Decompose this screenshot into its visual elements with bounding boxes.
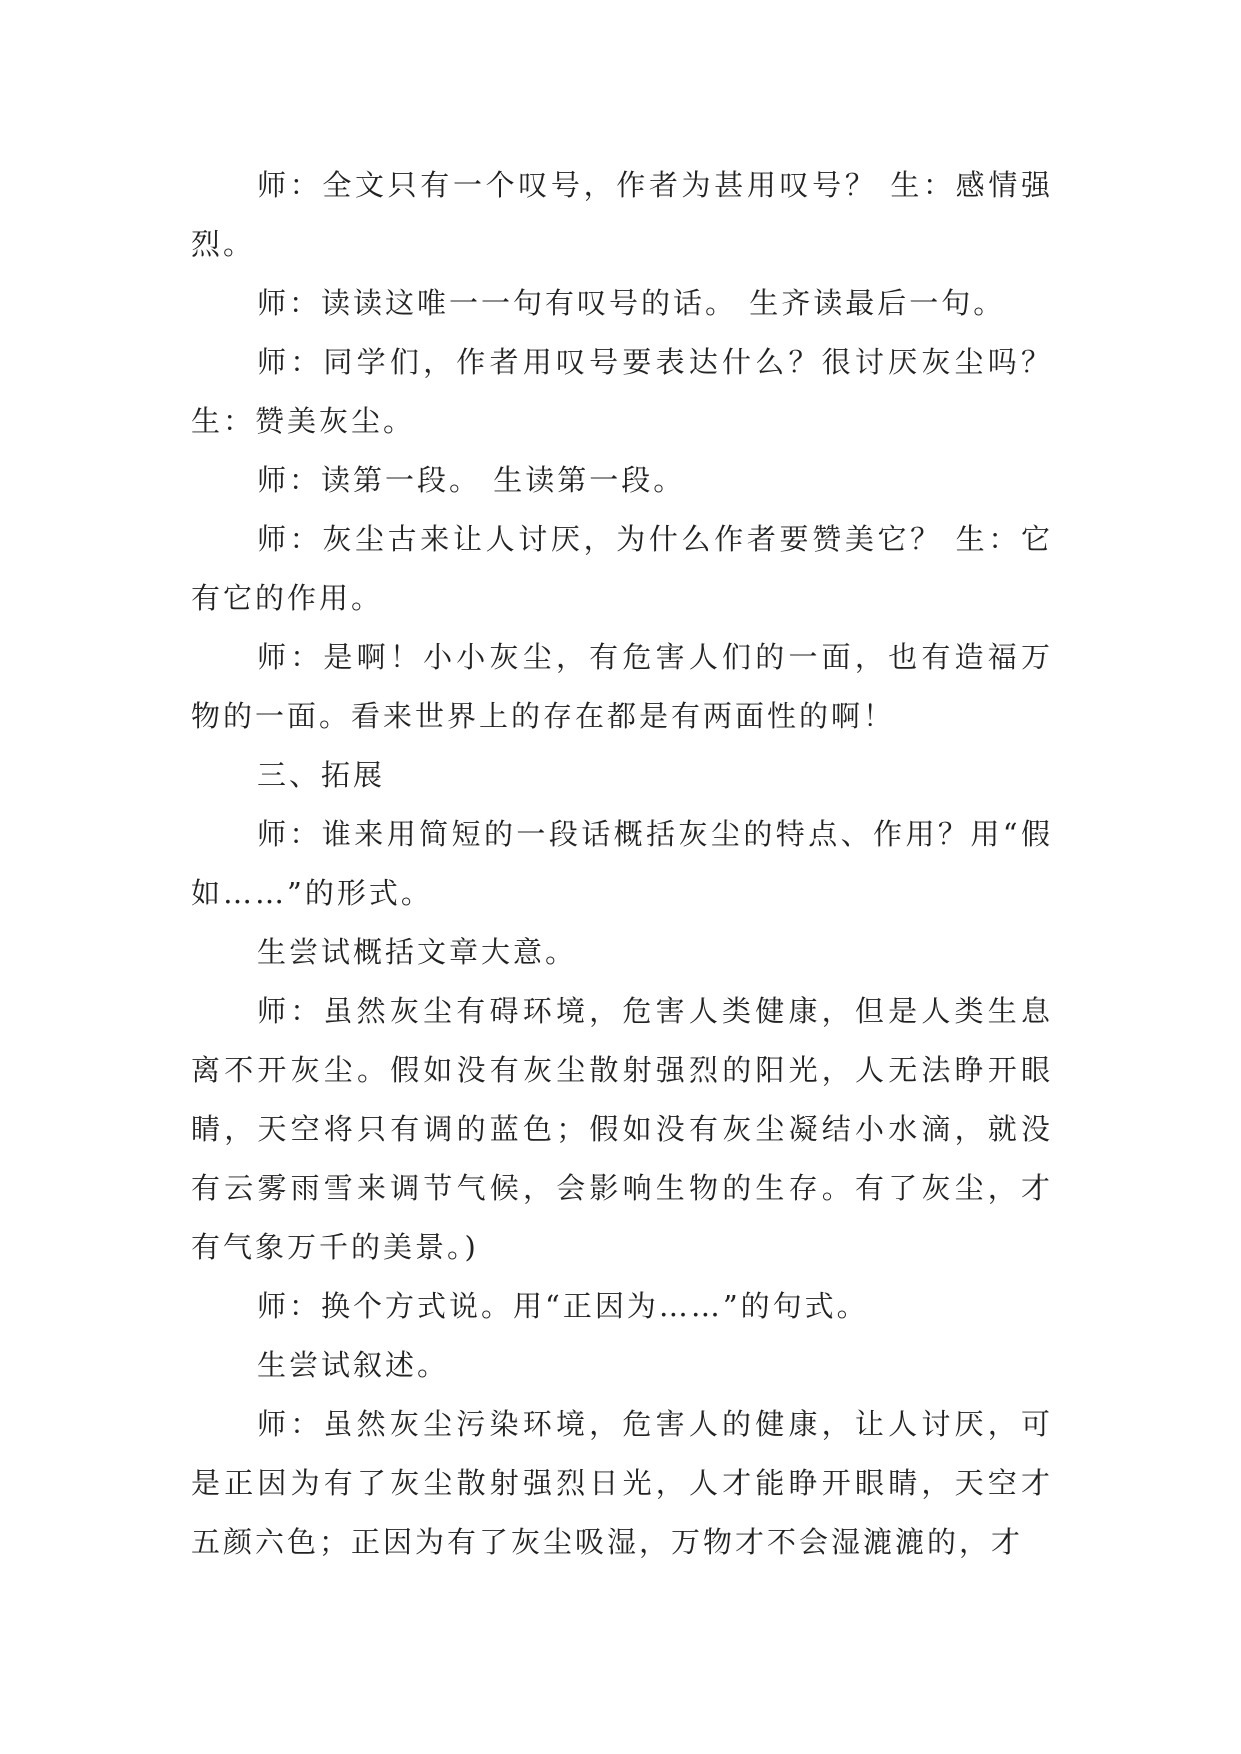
paragraph: 生尝试概括文章大意。 xyxy=(257,935,578,969)
paragraph: 师：谁来用简短的一段话概括灰尘的特点、作用？用“假如……”的形式。 xyxy=(191,817,1053,910)
section-heading: 三、拓展 xyxy=(257,758,386,792)
paragraph: 师：全文只有一个叹号，作者为甚用叹号？ 生：感情强烈。 xyxy=(191,168,1053,261)
paragraph: 师：同学们，作者用叹号要表达什么？很讨厌灰尘吗？生：赞美灰尘。 xyxy=(191,345,1053,438)
paragraph: 师：读第一段。 生读第一段。 xyxy=(257,463,686,497)
paragraph: 生尝试叙述。 xyxy=(257,1348,450,1382)
paragraph: 师：换个方式说。用“正因为……”的句式。 xyxy=(257,1289,869,1323)
paragraph: 师：是啊！小小灰尘，有危害人们的一面，也有造福万物的一面。看来世界上的存在都是有两面性的啊！ xyxy=(191,640,1053,733)
paragraph: 师：虽然灰尘污染环境，危害人的健康，让人讨厌，可是正因为有了灰尘散射强烈日光，人才能睁开眼睛，天空才五颜六色；正因为有了灰尘吸湿，万物才不会湿漉漉的，才 xyxy=(191,1407,1053,1559)
document-body xyxy=(191,156,1053,1572)
paragraph: 师：读读这唯一一句有叹号的话。 生齐读最后一句。 xyxy=(257,286,1006,320)
paragraph: 师：灰尘古来让人讨厌，为什么作者要赞美它？ 生：它有它的作用。 xyxy=(191,522,1053,615)
paragraph: 师：虽然灰尘有碍环境，危害人类健康，但是人类生息离不开灰尘。假如没有灰尘散射强烈的阳光，人无法睁开眼睛，天空将只有调的蓝色；假如没有灰尘凝结小水滴，就没有云雾雨雪来调节气候，会影响生物的生存。有了灰尘，才有气象万千的美景。) xyxy=(191,994,1053,1264)
